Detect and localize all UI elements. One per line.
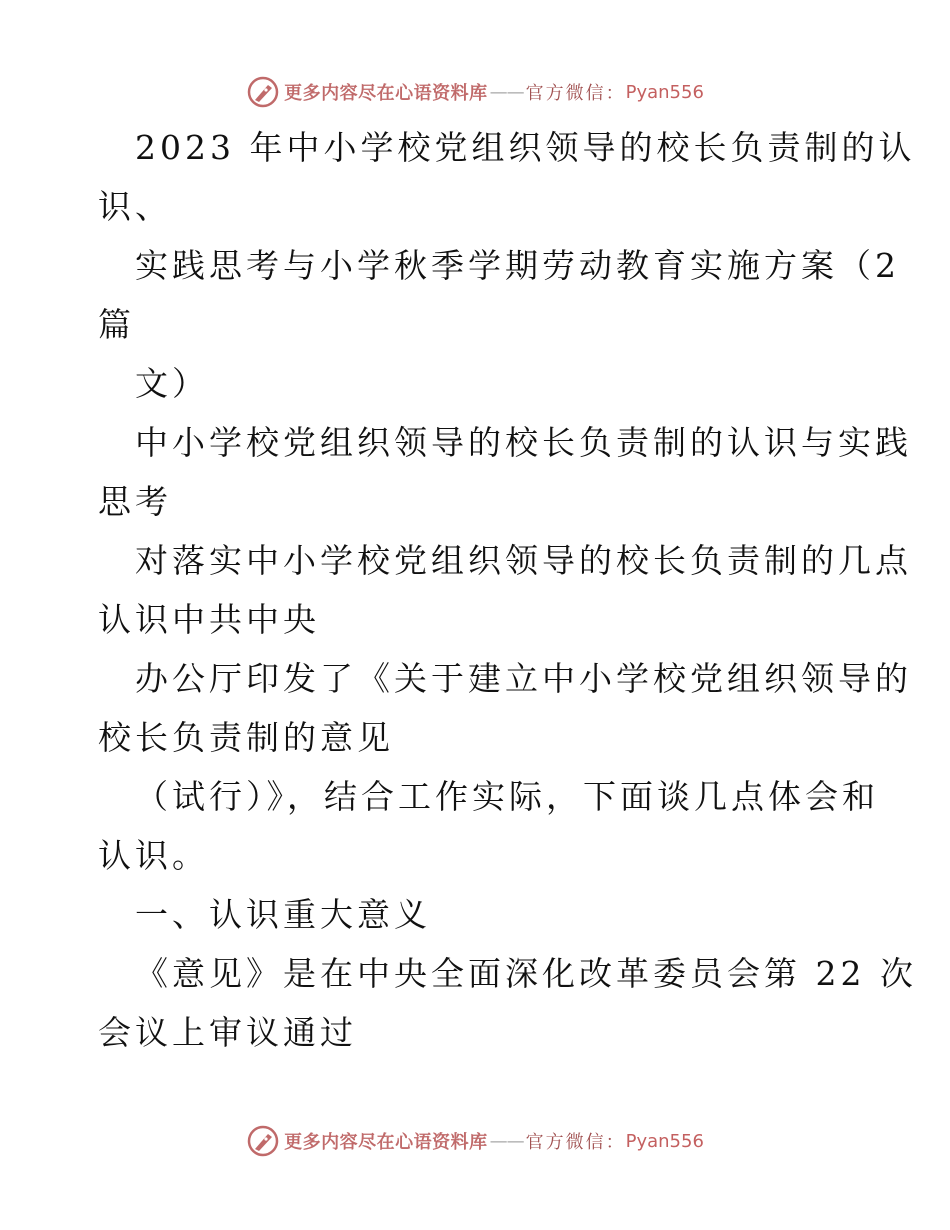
watermark-header — [0, 72, 950, 112]
doc-line-16: 会议上审议通过 — [98, 1013, 357, 1052]
watermark-site-text: 更多内容尽在心语资料库 — [284, 1132, 488, 1153]
doc-line-11: 校长负责制的意见 — [98, 718, 394, 757]
doc-line-12: （试行）》，结合工作实际，下面谈几点体会和 — [135, 777, 879, 816]
watermark-wechat-id: Pyan556 — [625, 1130, 704, 1152]
doc-line-5: 文） — [135, 364, 209, 403]
watermark-footer — [0, 1121, 950, 1161]
doc-line-14: 一、认识重大意义 — [135, 895, 431, 934]
watermark-wechat-label: 官方微信： — [525, 1132, 626, 1153]
watermark-site-text: 更多内容尽在心语资料库 — [284, 83, 488, 104]
pen-nib-circle-icon — [246, 1124, 280, 1158]
doc-line-15: 《意见》是在中央全面深化改革委员会第 22 次 — [135, 954, 917, 993]
doc-line-3: 实践思考与小学秋季学期劳动教育实施方案（2 — [135, 246, 900, 285]
watermark-separator: —— — [489, 1130, 524, 1152]
doc-line-9: 认识中共中央 — [98, 600, 320, 639]
watermark-separator: —— — [489, 81, 524, 103]
doc-line-6: 中小学校党组织领导的校长负责制的认识与实践 — [135, 423, 912, 462]
doc-line-2: 识、 — [98, 187, 172, 226]
doc-line-7: 思考 — [98, 482, 172, 521]
pen-nib-circle-icon — [246, 75, 280, 109]
watermark-wechat-label: 官方微信： — [525, 83, 626, 104]
doc-line-10: 办公厅印发了《关于建立中小学校党组织领导的 — [135, 659, 912, 698]
document-body — [98, 118, 917, 1062]
doc-line-13: 认识。 — [98, 836, 209, 875]
doc-line-8: 对落实中小学校党组织领导的校长负责制的几点 — [135, 541, 912, 580]
doc-line-4: 篇 — [98, 305, 135, 344]
watermark-wechat-id: Pyan556 — [625, 81, 704, 103]
doc-line-1: 2023 年中小学校党组织领导的校长负责制的认 — [135, 128, 916, 167]
